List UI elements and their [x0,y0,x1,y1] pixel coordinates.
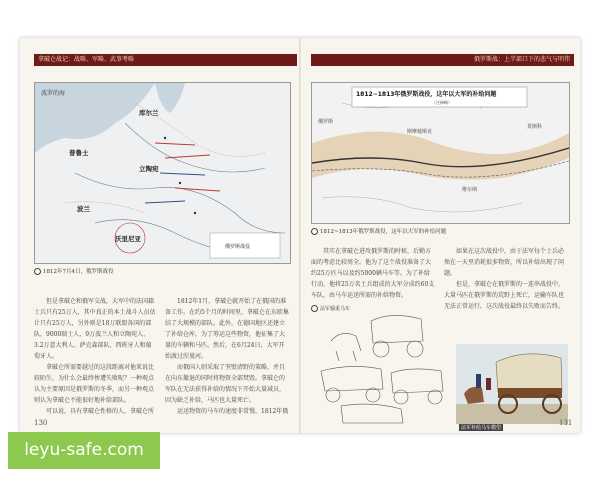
map-sea-label: 波罗的海 [41,90,66,97]
model-caption: 法军补给马车模型 [461,425,502,431]
right-body-column-1 [311,246,435,306]
left-page [20,38,299,433]
book-spread [20,38,580,433]
map-place-label: 波兰 [77,205,90,213]
map-place-label: 库尔兰 [139,109,159,117]
wagon-model-photo [456,344,568,424]
left-body-column-2 [165,296,289,418]
paragraph: 1812年1月，拿破仑就开始了在俄国的准备工作。在约5个月的时间里，拿破仑在东欧集结了大规模的部队。此外，在德国地区还建立了补给仓库，为了筹运这些物资，他征集了大量的车辆和马匹。然后，在6月24日，大军开始渡过涅曼河。 [165,298,289,360]
map-place-label: 俄罗斯 [318,119,334,125]
right-running-header: 俄罗斯战：上半部口下的悲气与明伟 [311,54,574,66]
sketch-caption: 法军辎重马车 [311,305,350,312]
campaign-map-drawing [35,83,290,263]
caption-bullet-icon [34,268,41,275]
paragraph: 其实在拿破仑进攻俄罗斯的时候，后勤方面的考虑比较周全。他为了这个战役准备了大约25万匹马以及约5000辆马车等。为了补给行动，他将25万名士兵组成的大军分成约60支车队，由马车运送所需的补给物资。 [311,248,435,299]
supply-map [311,82,570,224]
paragraph: 但是，拿破仑在俄罗斯的一连串战役中，大量马匹在俄罗斯的荒野上死亡，运输车队也无法正常运行。这次战役最终以失败而告终。 [444,281,565,310]
campaign-map [34,82,291,264]
caption-bullet-icon [311,228,318,235]
wagon-sketch-illustration [311,311,451,427]
map-place-label: 维尔纳 [462,187,478,193]
map-place-label: 立陶宛 [139,165,159,173]
watermark-banner: leyu-safe.com [8,432,160,469]
supply-map-subtitle: （注释略） [432,100,452,105]
map-legend-label: 俄罗斯战役 [225,244,251,250]
right-map-caption: 1812~1813年俄罗斯战役，这年以大军的补给问题 [311,227,446,235]
wagon-model-drawing [456,344,568,424]
paragraph: 但是拿破仑和俄军交战，大军中的法国籍士兵只有25万人，其中真正的本土战斗人员估计只有25万人，另外则是18万联盟各国的部队，9000瑞士人、9万波兰人和立陶宛人、3.2万意大利人、萨克森部队，西班牙人和葡萄牙人。 [34,298,156,360]
map-place-label: 莫斯科 [527,124,543,130]
left-running-header: 拿破仑战记：战略、军略、武事考略 [34,54,297,66]
map-place-label: 普鲁士 [69,149,89,157]
left-page-number: 130 [34,419,48,427]
paragraph: 可以说，具有拿破仑性格的人，拿破仑所 [46,408,155,415]
map-place-label: 沃里尼亚 [115,235,141,243]
left-map-caption: 1812年7月4日，俄罗斯战役 [34,267,114,275]
map-place-label: 斯摩棱斯克 [407,129,433,135]
paragraph: 而俄国人则采取了坚壁清野的策略，并且在向东撤退的同时将物资全部焚毁。拿破仑的军队在无法获得补给的情况下开始大量减员，因为缺乏补给，马匹也大量死亡。 [165,364,286,404]
supply-map-title: 1812~1813年俄罗斯战役，这年以大军的补给问题 [356,91,497,98]
paragraph: 拿破仑所需要越过的这段距离对他来说比较陌生，为什么会最终惨遭失败呢？一种观点认为主要原因是俄罗斯的冬季，而另一种观点则认为拿破仑不能很好地补给部队。 [34,364,155,404]
supply-map-drawing [312,83,569,223]
paragraph: 如果在这次战役中，由于法军每个士兵必须在一天里消耗很多物资，所以补给出现了问题。 [444,248,565,277]
right-page-number: 131 [559,419,573,427]
right-page [301,38,580,433]
paragraph: 运送物资的马车的速度非常慢，1812年俄 [177,408,289,415]
right-body-column-2 [444,246,568,341]
left-body-column-1 [34,296,157,418]
